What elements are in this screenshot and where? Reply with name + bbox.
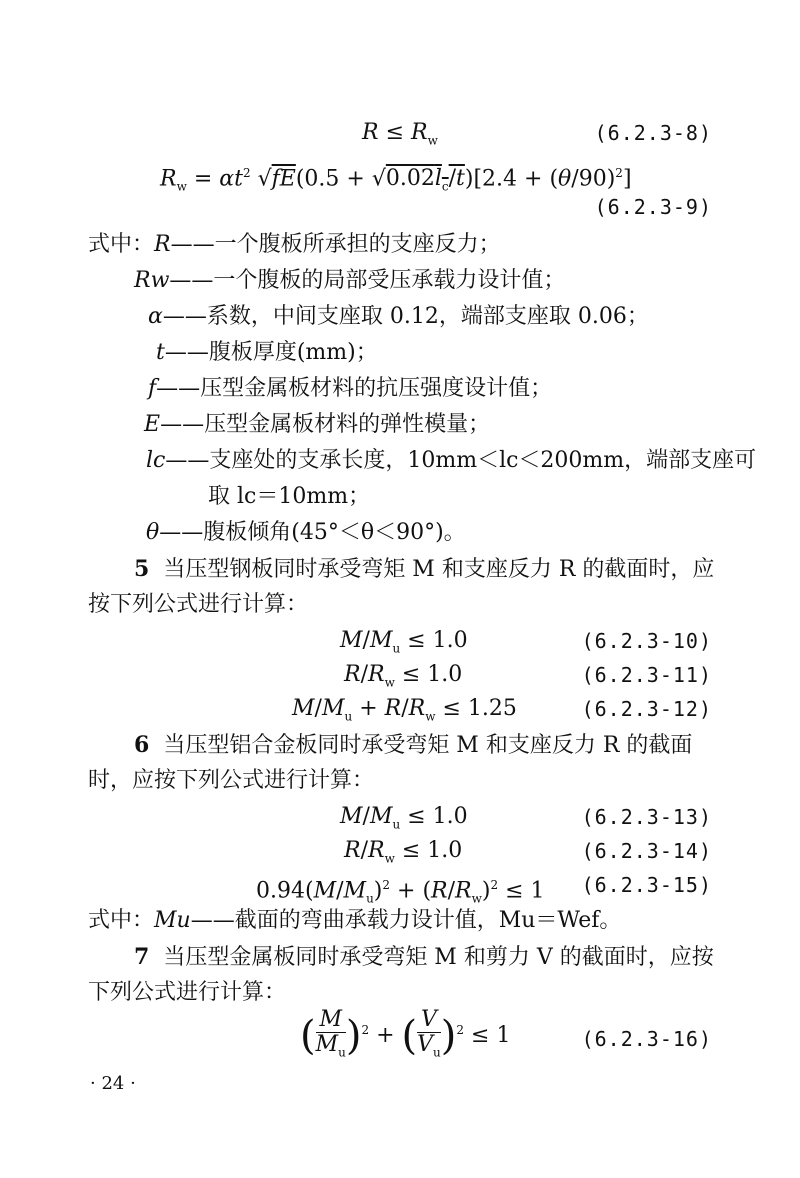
formula-6-2-3-15: $0.94(M/M_u)^2 + (R/R_w)^2 \le 1$ bbox=[256, 878, 545, 906]
definition-E: E——压型金属板材料的弹性模量； bbox=[144, 412, 491, 437]
clause-6: 6 当压型铝合金板同时承受弯矩 M 和支座反力 R 的截面 bbox=[134, 732, 693, 758]
definition-t: t——腹板厚度(mm)； bbox=[156, 340, 378, 365]
equation-number: (6.2.3-9) bbox=[594, 195, 712, 219]
clause-7: 7 当压型金属板同时承受弯矩 M 和剪力 V 的截面时，应按 bbox=[134, 944, 714, 970]
formula-6-2-3-11: $R/R_w \le 1.0$ bbox=[344, 662, 463, 690]
equation-number: (6.2.3-16) bbox=[581, 1027, 712, 1051]
definition-Rw: Rw——一个腹板的局部受压承载力设计值； bbox=[134, 268, 566, 293]
clause-5-continued: 按下列公式进行计算： bbox=[88, 592, 309, 617]
definition-lc: lc——支座处的支承长度，10mm＜lc＜200mm，端部支座可 bbox=[146, 448, 757, 473]
definition-lc-continued: 取 lc＝10mm； bbox=[208, 484, 371, 509]
equation-number: (6.2.3-11) bbox=[581, 663, 712, 687]
formula-6-2-3-8: $R \le R_w$ bbox=[362, 120, 438, 148]
page-number: · 24 · bbox=[90, 1073, 136, 1094]
clause-6-continued: 时，应按下列公式进行计算： bbox=[88, 768, 375, 793]
equation-number: (6.2.3-12) bbox=[581, 697, 712, 721]
equation-number: (6.2.3-14) bbox=[581, 839, 712, 863]
formula-6-2-3-13: $M/M_u \le 1.0$ bbox=[340, 804, 468, 832]
formula-6-2-3-16: ( $\frac{M}{M_u}$ )$^2$ + ( $\frac{V}{V_u}$ )$^2$ ≤ 1 bbox=[300, 1007, 511, 1060]
definition-R: 式中：R——一个腹板所承担的支座反力； bbox=[88, 232, 501, 257]
equation-number: (6.2.3-15) bbox=[581, 873, 712, 897]
clause-5: 5 当压型钢板同时承受弯矩 M 和支座反力 R 的截面时，应 bbox=[134, 556, 715, 582]
definition-f: f——压型金属板材料的抗压强度设计值； bbox=[148, 376, 553, 401]
clause-7-continued: 下列公式进行计算： bbox=[88, 980, 287, 1005]
definition-alpha: α——系数，中间支座取 0.12，端部支座取 0.06； bbox=[148, 304, 649, 329]
definition-Mu: 式中：Mu——截面的弯曲承载力设计值，Mu＝Wef。 bbox=[88, 908, 622, 933]
formula-6-2-3-9: $R_w = \alpha t^2$ $√fE(0.5 + √0.02l_c/t)[2.4 + (\theta/90)^2]$ bbox=[160, 166, 632, 194]
equation-number: (6.2.3-13) bbox=[581, 805, 712, 829]
equation-number: (6.2.3-8) bbox=[594, 121, 712, 145]
formula-6-2-3-10: $M/M_u \le 1.0$ bbox=[340, 628, 468, 656]
definition-theta: θ——腹板倾角(45°＜θ＜90°)。 bbox=[146, 520, 466, 545]
formula-6-2-3-12: $M/M_u + R/R_w \le 1.25$ bbox=[292, 696, 517, 724]
equation-number: (6.2.3-10) bbox=[581, 629, 712, 653]
formula-6-2-3-14: $R/R_w \le 1.0$ bbox=[344, 838, 463, 866]
